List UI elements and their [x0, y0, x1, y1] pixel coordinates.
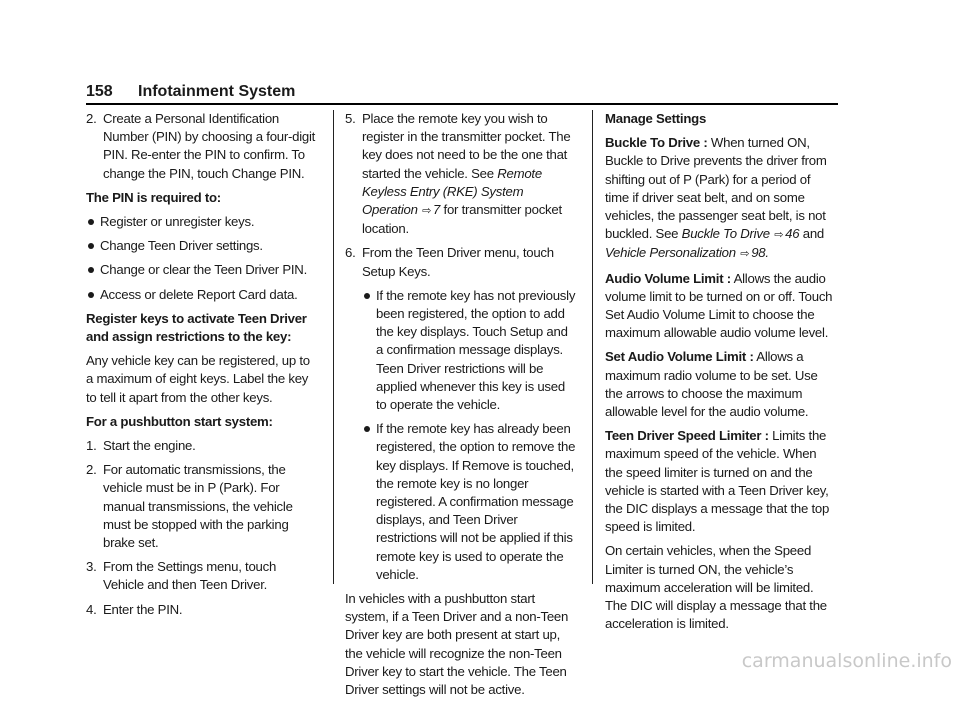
setting-term: Teen Driver Speed Limiter :	[605, 428, 769, 444]
page-number: 158	[86, 83, 113, 100]
speed-limiter-paragraph	[605, 427, 837, 536]
step-number: 5.	[345, 111, 356, 126]
setting-description: When turned ON, Buckle to Drive prevents the driver from shifting out of P (Park) for a period of time if driver seat belt, and on some vehicles, the passenger seat belt, is not buckled. See	[605, 135, 827, 242]
bullet-item: Access or delete Report Card data.	[86, 286, 318, 304]
step-text: From the Teen Driver menu, touch Setup Keys.	[362, 245, 554, 279]
setting-term: Set Audio Volume Limit :	[605, 349, 754, 365]
header-rule	[86, 103, 838, 105]
column-3	[605, 110, 837, 639]
step-text: Place the remote key you wish to register in the transmitter pocket. The key does not need to be the one that started the vehicle. See	[362, 111, 571, 181]
column-1	[86, 110, 318, 625]
pushbutton-heading: For a pushbutton start system:	[86, 413, 273, 429]
step-text: For automatic transmissions, the vehicle must be in P (Park). For manual transmissions, the vehicle must be stopped with the parking brake set.	[103, 462, 293, 551]
setting-description: Limits the maximum speed of the vehicle. When the speed limiter is turned on and the vehicle is started with a Teen Driver key, the DIC displays a message that the top speed is limited.	[605, 428, 830, 535]
connector-text: and	[799, 226, 824, 242]
step-text: Enter the PIN.	[103, 601, 183, 617]
bullet-item: Register or unregister keys.	[86, 213, 318, 231]
bullet-item: If the remote key has already been registered, the option to remove the key displays. If Remove is touched, the remote key is no longer registered. A confirmation message displays, and Teen Driver restrictions will not be applied if this remote key is used to operate the vehicle.	[362, 420, 577, 584]
step-text: Create a Personal Identification Number (PIN) by choosing a four-digit PIN. Re-enter the PIN to confirm. To change the PIN, touch Change PIN.	[103, 111, 316, 181]
section-title: Infotainment System	[138, 83, 296, 100]
bullet-item: If the remote key has not previously been registered, the option to add the key displays. Touch Setup and a confirmation message displays. Teen Driver restrictions will be applied whenever this key is used to operate the vehicle.	[362, 287, 577, 414]
set-audio-volume-limit-paragraph	[605, 348, 837, 421]
setting-term: Audio Volume Limit :	[605, 270, 731, 286]
page-reference[interactable]: 7	[433, 202, 441, 218]
step-2b	[86, 461, 318, 552]
column-divider-2	[592, 110, 593, 584]
step-text: Start the engine.	[103, 438, 196, 454]
step-number: 1.	[86, 438, 97, 454]
step-number: 3.	[86, 559, 97, 575]
page-ref-arrow-icon: ⇨	[774, 229, 784, 242]
step-4	[86, 601, 318, 619]
bullet-item: Change or clear the Teen Driver PIN.	[86, 261, 318, 279]
cross-reference-link[interactable]: Remote Keyless Entry (RKE) System Operation	[362, 165, 542, 218]
page-reference[interactable]: 98	[751, 245, 766, 261]
step-number: 2.	[86, 462, 97, 478]
step-number: 6.	[345, 245, 356, 261]
acceleration-paragraph: On certain vehicles, when the Speed Limiter is turned ON, the vehicle’s maximum acceleration will be limited. The DIC will display a message that the acceleration is limited.	[605, 543, 827, 632]
page-ref-arrow-icon: ⇨	[422, 205, 432, 218]
column-2	[345, 110, 577, 705]
column-divider-1	[333, 110, 334, 584]
register-keys-heading: Register keys to activate Teen Driver and assign restrictions to the key:	[86, 310, 307, 345]
bullet-item: Change Teen Driver settings.	[86, 237, 318, 255]
step-3	[86, 558, 318, 594]
setting-description: Allows a maximum radio volume to be set. Use the arrows to choose the maximum allowable level for the audio volume.	[605, 349, 818, 420]
watermark: carmanualsonline.info	[741, 650, 952, 672]
buckle-to-drive-paragraph	[605, 134, 837, 263]
closing-paragraph: In vehicles with a pushbutton start system, if a Teen Driver and a non-Teen Driver key are both present at start up, the vehicle will recognize the non-Teen Driver key to start the vehicle. The Teen Driver settings will not be active.	[345, 591, 569, 698]
cross-reference-link[interactable]: Vehicle Personalization	[605, 245, 736, 261]
step-2	[86, 110, 318, 183]
page-reference[interactable]: 46	[785, 226, 800, 242]
audio-volume-limit-paragraph	[605, 270, 837, 343]
setting-description: Allows the audio volume limit to be turned on or off. Touch Set Audio Volume Limit to choose the maximum allowable audio volume level.	[605, 270, 833, 341]
step-text: From the Settings menu, touch Vehicle and then Teen Driver.	[103, 559, 277, 593]
step-5	[345, 110, 577, 238]
period: .	[765, 245, 769, 261]
manage-settings-heading: Manage Settings	[605, 111, 707, 126]
step-number: 2.	[86, 111, 97, 126]
cross-reference-link[interactable]: Buckle To Drive	[681, 226, 770, 242]
step-6	[345, 244, 577, 280]
register-keys-paragraph: Any vehicle key can be registered, up to a maximum of eight keys. Label the key to tell it apart from the other keys.	[86, 353, 310, 405]
step-1	[86, 437, 318, 455]
page-ref-arrow-icon: ⇨	[740, 248, 750, 261]
step-text-cont: for transmitter pocket location.	[362, 202, 562, 237]
step-number: 4.	[86, 601, 97, 617]
pin-required-heading: The PIN is required to:	[86, 189, 221, 205]
setting-term: Buckle To Drive :	[605, 135, 708, 151]
